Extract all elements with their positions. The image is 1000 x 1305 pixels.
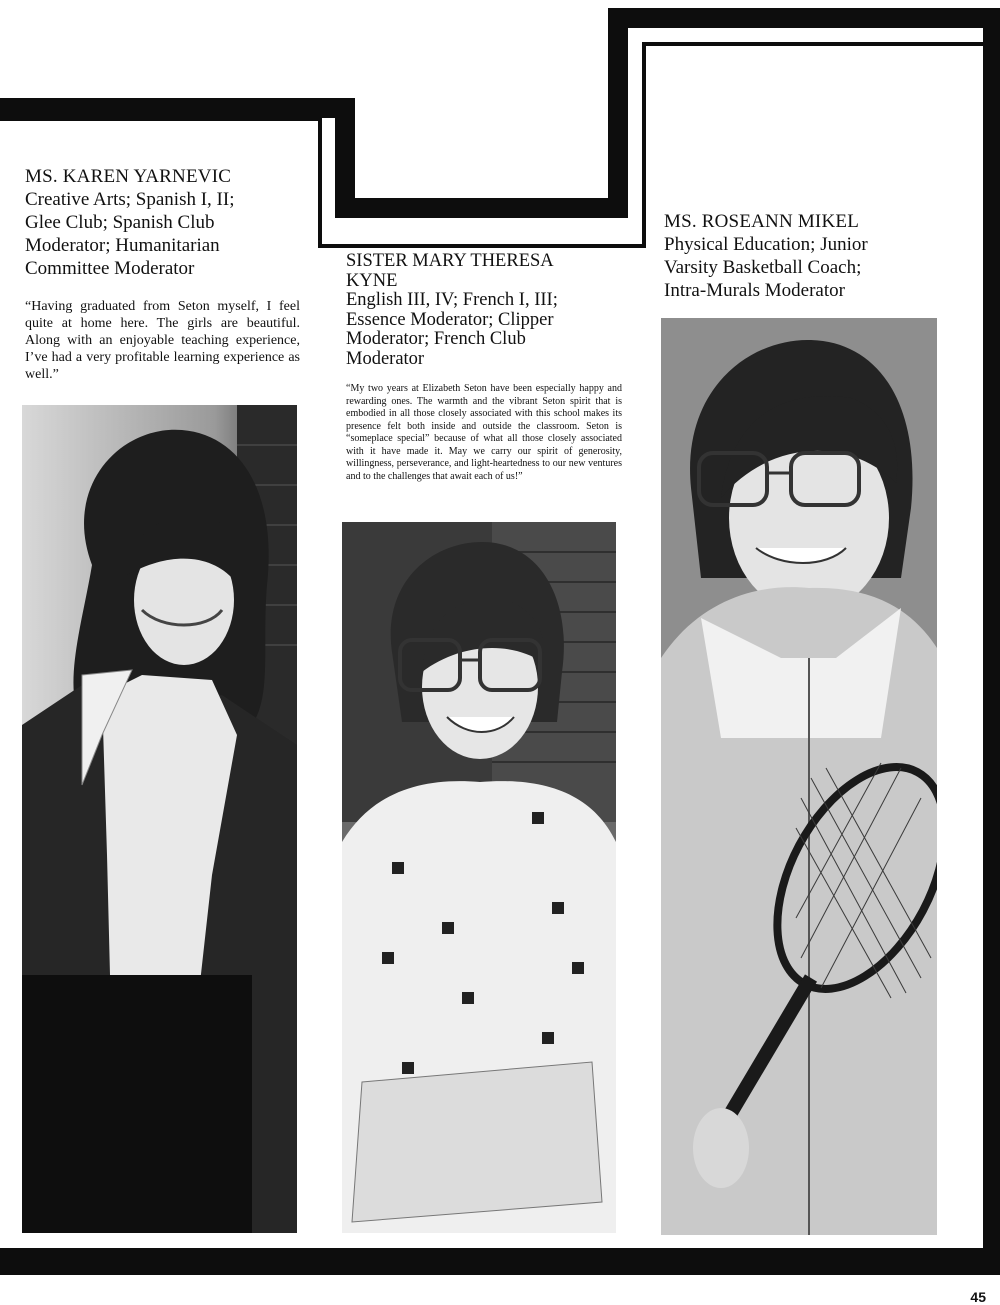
portrait-photo-kyne: [342, 522, 616, 1233]
teacher-duties: Physical Education; Junior Varsity Basketball Coach; Intra-Murals Moderator: [664, 234, 868, 301]
teacher-duties: Creative Arts; Spanish I, II; Glee Club; Spanish Club Moderator; Humanitarian Committee Moderator: [25, 189, 235, 279]
portrait-photo-yarnevic: [22, 405, 297, 1233]
teacher-name: MS. ROSEANN MIKEL: [664, 211, 859, 232]
teacher-mikel: [664, 211, 964, 302]
page-number: 45: [970, 1289, 986, 1305]
teacher-quote: “Having graduated from Seton myself, I feel quite at home here. The girls are beautiful. Along with an enjoyable teaching experience, I’ve had a very profitable learning experience as well.”: [25, 299, 300, 382]
teacher-duties: English III, IV; French I, III; Essence Moderator; Clipper Moderator; French Club Moderator: [346, 290, 558, 369]
teacher-name: MS. KAREN YARNEVIC: [25, 166, 232, 187]
teacher-yarnevic: [25, 166, 300, 383]
teacher-quote: “My two years at Elizabeth Seton have been especially happy and rewarding ones. The warmth and the vibrant Seton spirit that is embodied in all those closely associated with this school makes its presence felt both inside and outside the classroom. Seton is “someplace special” because of what all those closely associated with it have made it. May we carry our spirit of generosity, willingness, perseverance, and light-heartedness to our new ventures and to the challenges that await each of us!”: [346, 383, 622, 482]
teacher-name: SISTER MARY THERESA KYNE: [346, 251, 554, 291]
teacher-kyne: [346, 252, 622, 483]
portrait-photo-mikel: [661, 318, 937, 1235]
